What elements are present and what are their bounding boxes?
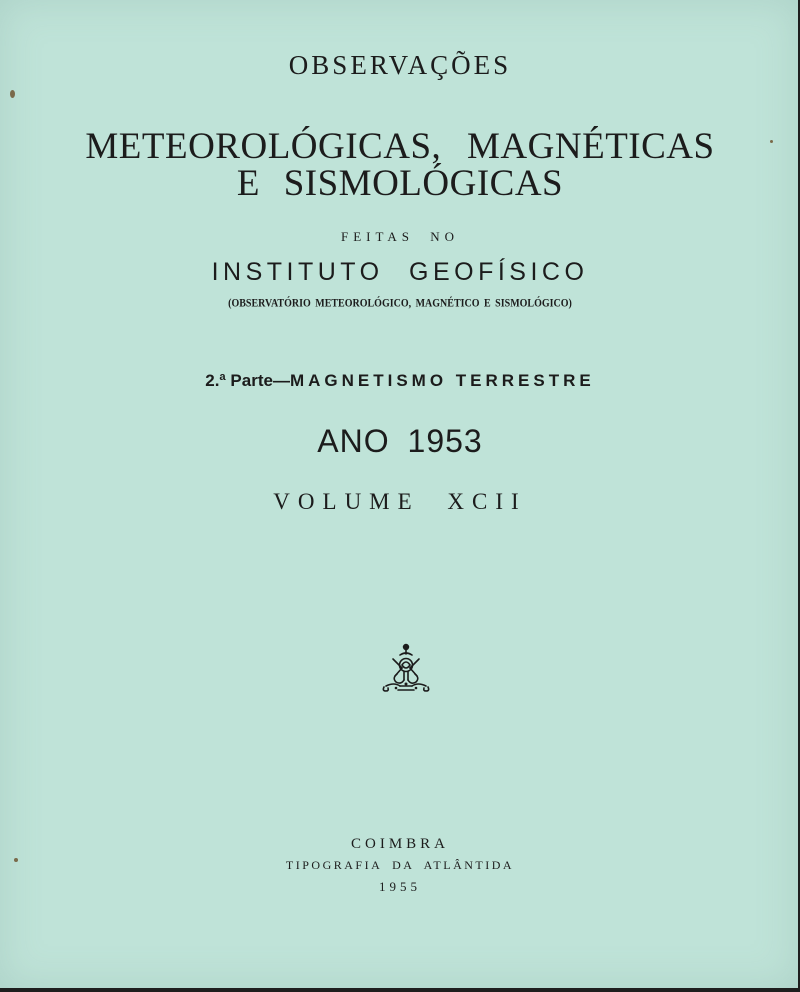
printer-ornament-icon: [378, 640, 434, 696]
institute-name: INSTITUTO GEOFÍSICO: [211, 258, 589, 286]
publisher-city: COIMBRA: [350, 836, 449, 852]
printer-name: TIPOGRAFIA DA ATLÂNTIDA: [285, 858, 515, 872]
year-heading: ANO 1953: [317, 423, 483, 459]
part-heading: [0, 371, 800, 391]
cover-heading: OBSERVAÇÕES: [288, 50, 512, 80]
paper-speck: [770, 140, 773, 143]
title-line-1: METEOROLÓGICAS, MAGNÉTICAS: [85, 126, 715, 167]
paper-speck: [10, 90, 15, 98]
title-line-2: E SISMOLÓGICAS: [236, 163, 564, 204]
made-at-label: FEITAS NO: [340, 229, 460, 244]
part-subject: MAGNETISMO TERRESTRE: [289, 371, 595, 390]
publication-year: 1955: [379, 879, 421, 894]
part-label: 2.ª Parte—: [205, 371, 290, 390]
paper-speck: [14, 858, 18, 862]
observatory-subtitle: (OBSERVATÓRIO METEOROLÓGICO, MAGNÉTICO E SISMOLÓGICO): [228, 297, 572, 310]
volume-label: VOLUME XCII: [273, 489, 527, 514]
